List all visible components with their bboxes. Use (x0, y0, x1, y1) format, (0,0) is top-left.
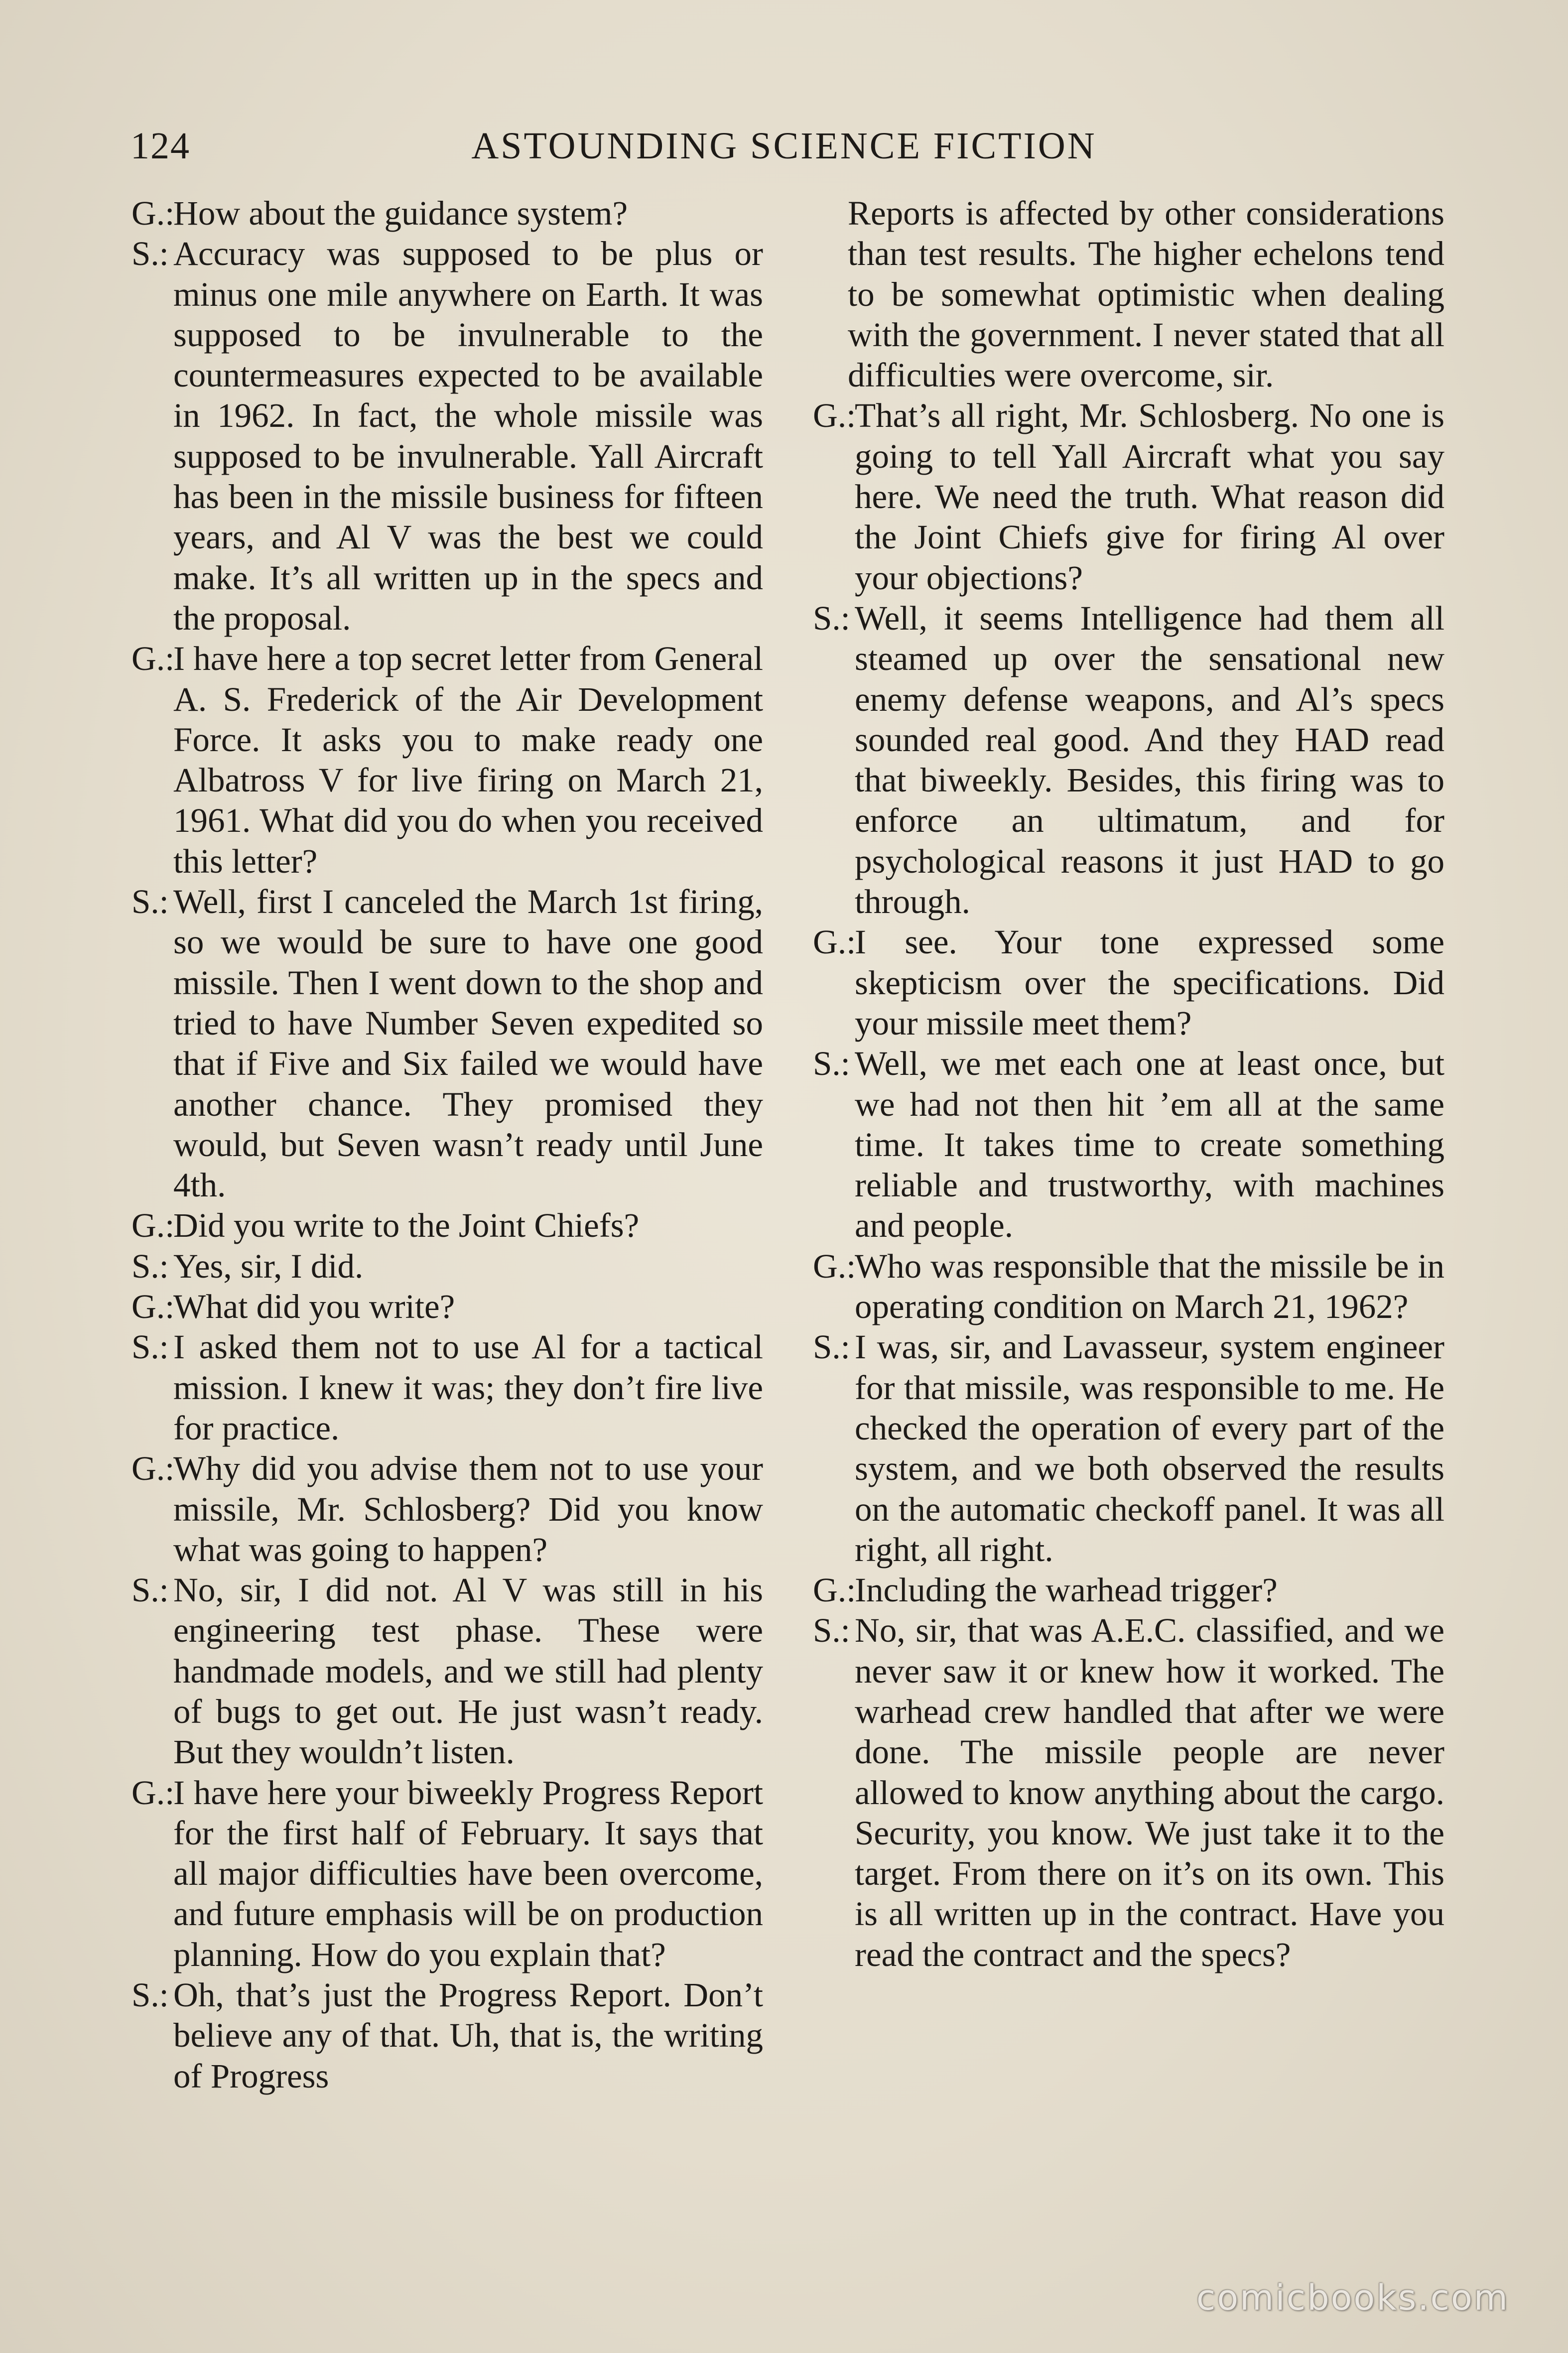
dialogue-text: That’s all right, Mr. Schlosberg. No one is going to tell Yall Aircraft what you say here. We need the truth. What reason did the Joint Chiefs give for firing Al over your objections? (855, 396, 1444, 597)
dialogue-text: No, sir, I did not. Al V was still in his engineering test phase. These were handmade models, and we still had plenty of bugs to get out. He just wasn’t ready. But they wouldn’t listen. (173, 1571, 763, 1771)
right-column (813, 193, 1444, 1975)
dialogue-text: I have here a top secret letter from General A. S. Frederick of the Air Development Force. It asks you to make ready one Albatross V for live firing on March 21, 1961. What did you do when you received this letter? (173, 640, 763, 880)
speaker-label: S.: (131, 1328, 169, 1366)
dialogue-paragraph (813, 1327, 1444, 1570)
speaker-label: S.: (813, 1045, 850, 1083)
dialogue-paragraph (131, 639, 763, 882)
left-column (131, 193, 763, 2096)
running-header (131, 119, 1437, 173)
dialogue-paragraph (131, 1448, 763, 1570)
speaker-label: G.: (131, 640, 175, 678)
dialogue-text: Well, first I canceled the March 1st firing, so we would be sure to have one good missile. Then I went down to the shop and tried to have Number Seven expedited so that if Five and Six failed we would have another chance. They promised they would, but Seven wasn’t ready until June 4th. (173, 883, 763, 1204)
dialogue-paragraph (813, 1570, 1444, 1610)
dialogue-text: I have here your biweekly Progress Report for the first half of February. It says that all major difficulties have been overcome, and future emphasis will be on production planning. How do you explain that? (173, 1773, 763, 1973)
dialogue-paragraph (813, 193, 1444, 395)
dialogue-paragraph (131, 1570, 763, 1772)
speaker-label: G.: (813, 1571, 856, 1609)
dialogue-paragraph (131, 193, 763, 234)
speaker-label: G.: (131, 1206, 175, 1245)
speaker-label: G.: (813, 1247, 856, 1285)
dialogue-paragraph (131, 1975, 763, 2096)
dialogue-text: Yes, sir, I did. (173, 1247, 364, 1285)
speaker-label: S.: (131, 1571, 169, 1609)
dialogue-text: I asked them not to use Al for a tactical mission. I knew it was; they don’t fire live for practice. (173, 1328, 763, 1447)
speaker-label: S.: (131, 1976, 169, 2014)
dialogue-paragraph (813, 1246, 1444, 1327)
dialogue-text: What did you write? (173, 1288, 455, 1326)
dialogue-paragraph (131, 1287, 763, 1327)
dialogue-text: Well, we met each one at least once, but we had not then hit ’em all at the same time. It takes time to create something reliable and trustworthy, with machines and people. (855, 1045, 1444, 1245)
speaker-label: S.: (813, 1611, 850, 1650)
dialogue-paragraph (813, 922, 1444, 1044)
speaker-label: G.: (813, 923, 856, 961)
dialogue-paragraph (813, 1610, 1444, 1975)
dialogue-text: Why did you advise them not to use your missile, Mr. Schlosberg? Did you know what was going to happen? (173, 1449, 763, 1569)
speaker-label: S.: (131, 883, 169, 921)
dialogue-text: Who was responsible that the missile be in operating condition on March 21, 1962? (855, 1247, 1444, 1326)
speaker-label: S.: (813, 599, 850, 637)
speaker-label: S.: (813, 1328, 850, 1366)
page-number: 124 (131, 125, 190, 167)
dialogue-paragraph (131, 1205, 763, 1246)
dialogue-text: No, sir, that was A.E.C. classified, and we never saw it or knew how it worked. The warhead crew handled that after we were done. The missile people are never allowed to know anything about the cargo. Security, you know. We just take it to the target. From there on it’s on its own. This is all written up in the contract. Have you read the contract and the specs? (855, 1611, 1444, 1973)
dialogue-text: Well, it seems Intelligence had them all steamed up over the sensational new enemy defense weapons, and Al’s specs sounded real good. And they HAD read that biweekly. Besides, this firing was to enforce an ultimatum, and for psychological reasons it just HAD to go through. (855, 599, 1444, 921)
dialogue-text: Including the warhead trigger? (855, 1571, 1278, 1609)
dialogue-paragraph (131, 234, 763, 639)
dialogue-paragraph (813, 395, 1444, 598)
watermark: comicbooks.com (1196, 2277, 1509, 2318)
speaker-label: G.: (131, 1773, 175, 1812)
dialogue-paragraph (813, 598, 1444, 922)
dialogue-text: I was, sir, and Lavasseur, system engineer for that missile, was responsible to me. He checked the operation of every part of the system, and we both observed the results on the automatic checkoff panel. It was all right, all right. (855, 1328, 1444, 1569)
dialogue-text: Reports is affected by other considerations than test results. The higher echelons tend to be somewhat optimistic when dealing with the government. I never stated that all difficulties were overcome, sir. (848, 194, 1444, 394)
speaker-label: G.: (131, 1288, 175, 1326)
speaker-label: G.: (131, 1449, 175, 1488)
speaker-label: S.: (131, 1247, 169, 1285)
dialogue-paragraph (131, 1773, 763, 1975)
magazine-title: ASTOUNDING SCIENCE FICTION (471, 125, 1097, 167)
dialogue-text: How about the guidance system? (173, 194, 628, 232)
dialogue-paragraph (131, 882, 763, 1205)
dialogue-paragraph (131, 1246, 763, 1287)
dialogue-paragraph (813, 1044, 1444, 1246)
dialogue-text: Oh, that’s just the Progress Report. Don’t believe any of that. Uh, that is, the writing of Progress (173, 1976, 763, 2095)
dialogue-text: Accuracy was supposed to be plus or minus one mile anywhere on Earth. It was supposed to be invulnerable to the countermeasures expected to be available in 1962. In fact, the whole missile was supposed to be invulnerable. Yall Aircraft has been in the missile business for fifteen years, and Al V was the best we could make. It’s all written up in the specs and the proposal. (173, 235, 763, 637)
speaker-label: S.: (131, 235, 169, 273)
dialogue-text: I see. Your tone expressed some skepticism over the specifications. Did your missile meet them? (855, 923, 1444, 1042)
speaker-label: G.: (813, 396, 856, 435)
dialogue-paragraph (131, 1327, 763, 1448)
speaker-label: G.: (131, 194, 175, 232)
dialogue-text: Did you write to the Joint Chiefs? (173, 1206, 640, 1245)
